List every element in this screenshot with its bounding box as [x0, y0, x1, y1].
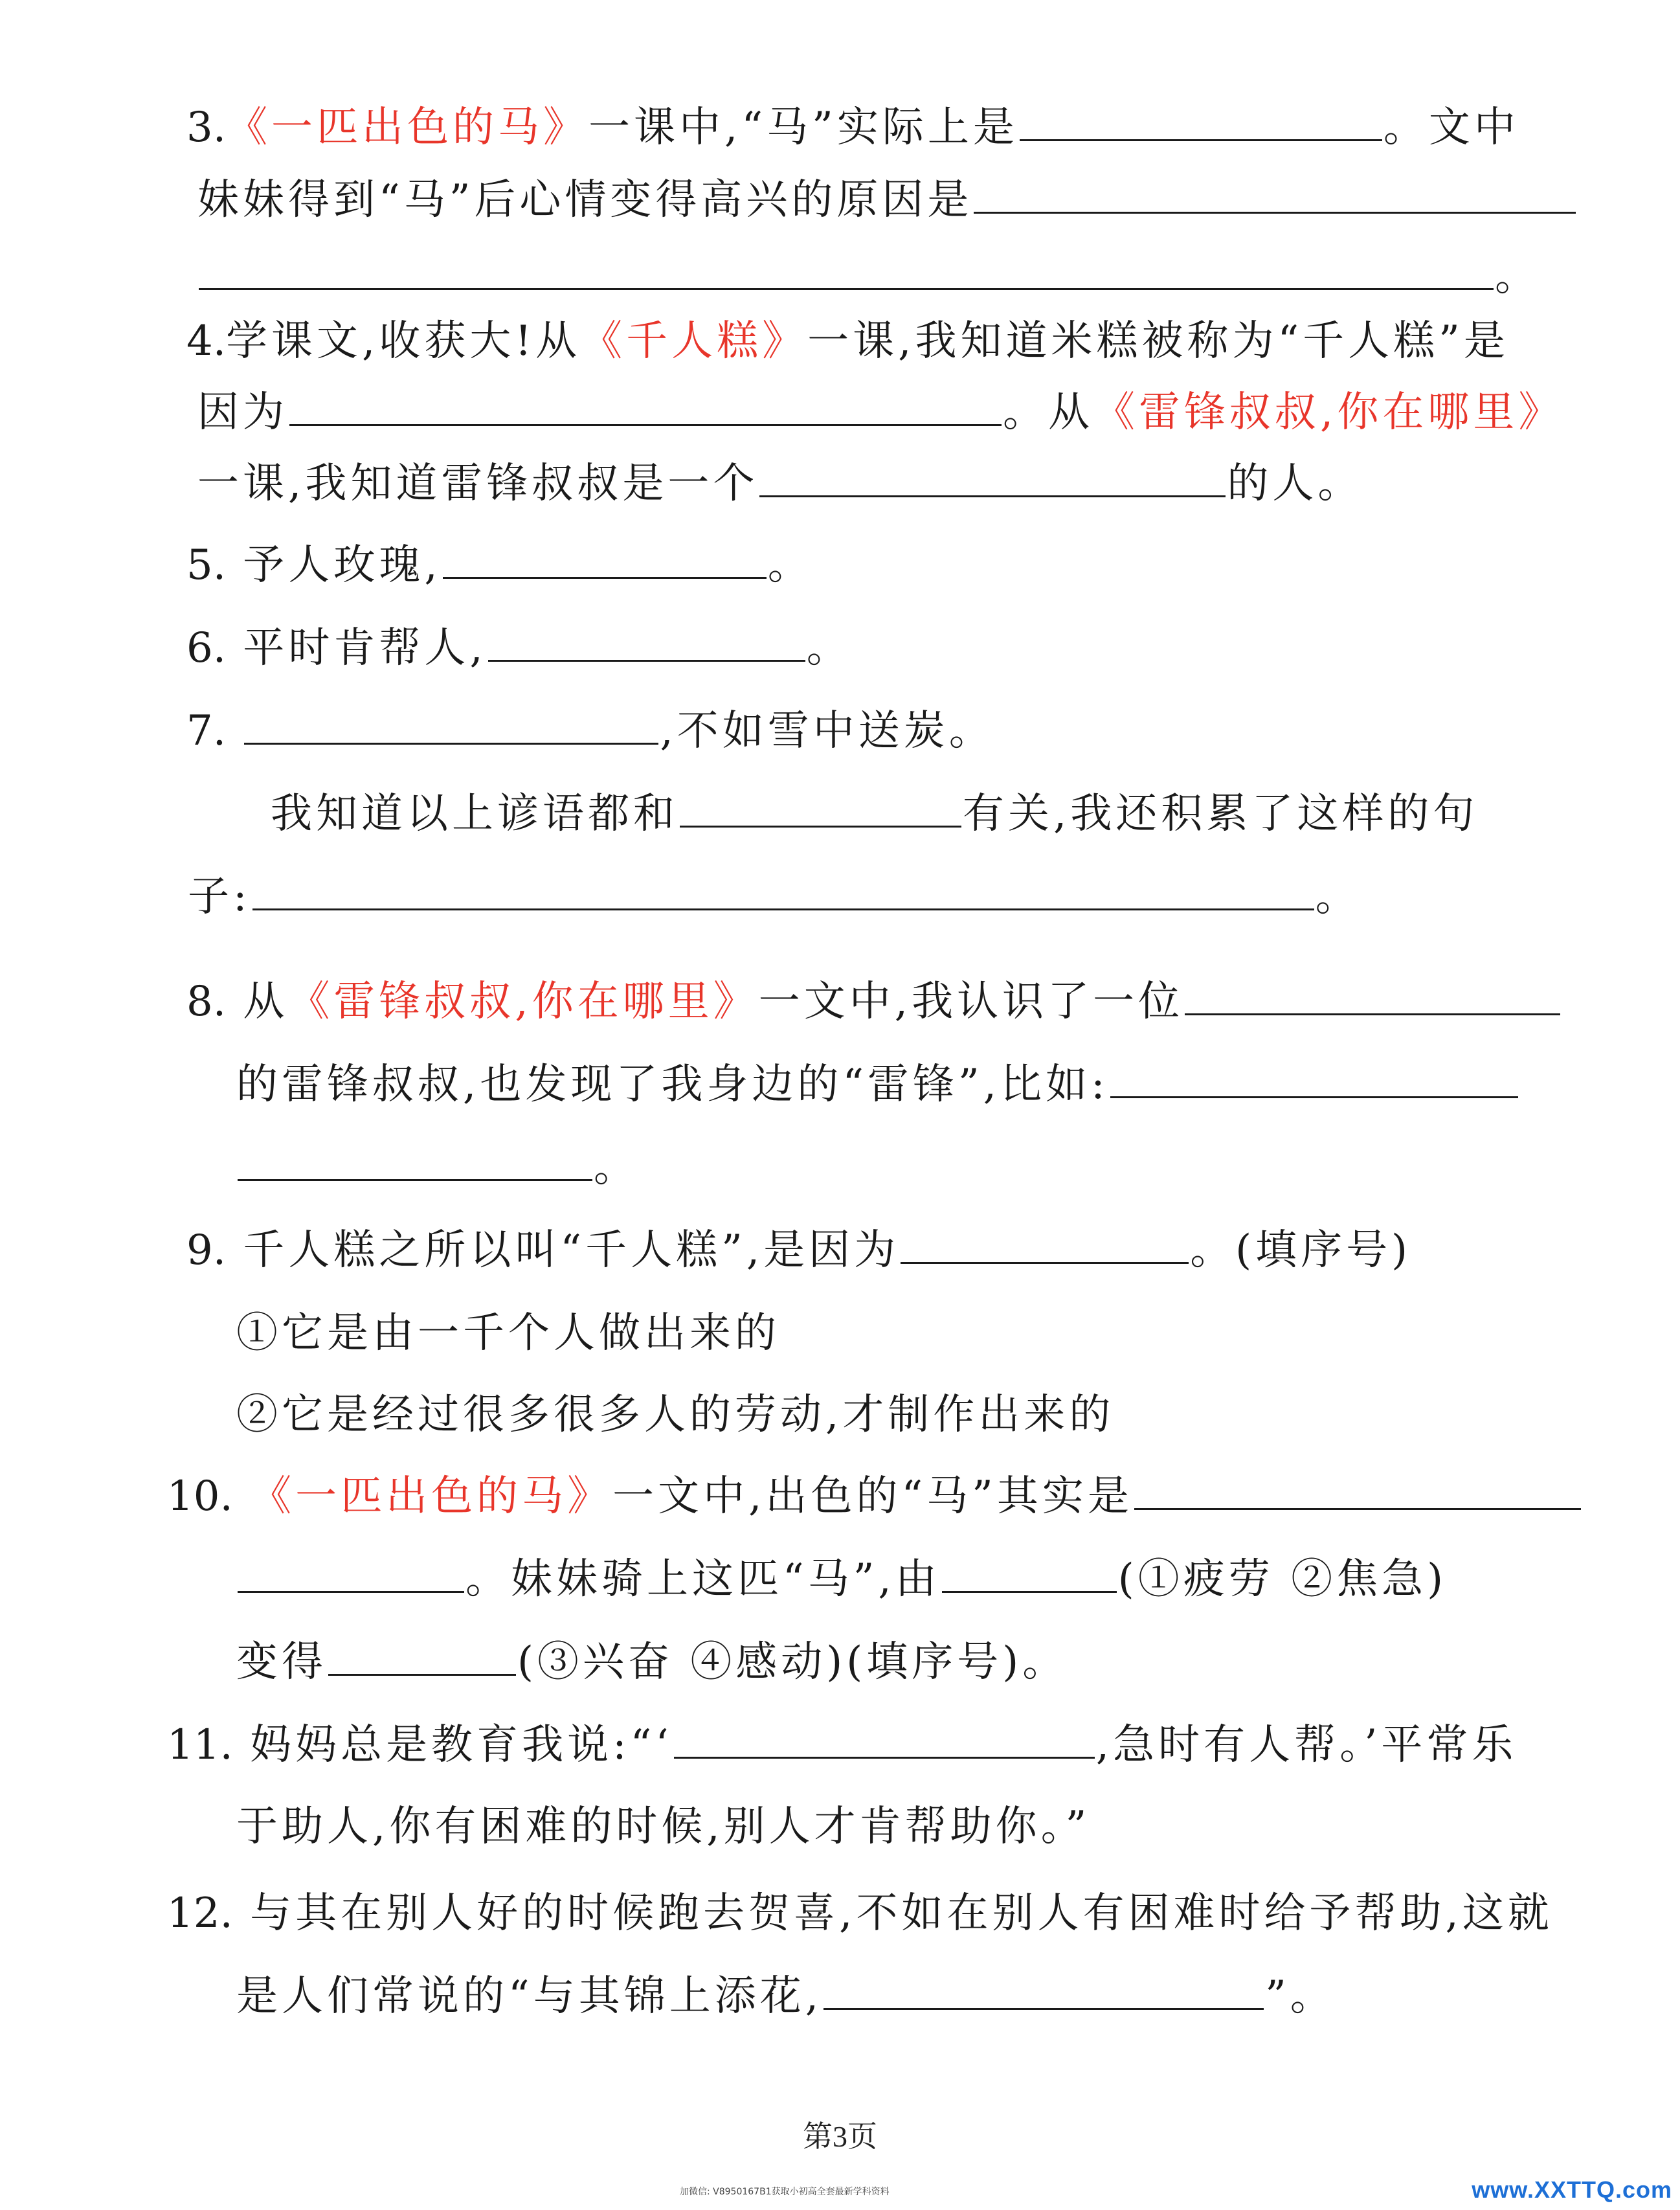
q10-line2: 。妹妹骑上这匹“马”,由 (①疲劳 ②焦急) [236, 1550, 1447, 1608]
q6-line: 6. 平时肯帮人, 。 [186, 619, 852, 677]
q9-option-2: ②它是经过很多很多人的劳动,才制作出来的 [236, 1391, 1115, 1439]
q11-number: 11. [167, 1721, 233, 1769]
q12-line1: 12. 与其在别人好的时候跑去贺喜,不如在别人有困难时给予帮助,这就 [167, 1889, 1553, 1937]
watermark: www.XXTTQ.com [1472, 2176, 1672, 2203]
small-note: 加微信: V8950167B1获取小初高全套最新学科资料 [680, 2187, 890, 2197]
q4-line3: 一课,我知道雷锋叔叔是一个 的人。 [197, 455, 1363, 513]
q12-number: 12. [167, 1889, 233, 1937]
q10-blank-3[interactable] [942, 1553, 1117, 1593]
q7-number: 7. [186, 707, 227, 755]
q7-line3: 子: 。 [188, 868, 1361, 926]
q3-title: 《一匹出色的马》 [226, 104, 589, 152]
q9-number: 9. [186, 1226, 227, 1274]
q4-title-1: 《千人糕》 [581, 317, 808, 365]
q10-blank-2[interactable] [238, 1553, 464, 1593]
q4-blank-2[interactable] [759, 458, 1226, 497]
q10-line3: 变得 (③兴奋 ④感动)(填序号)。 [236, 1633, 1068, 1691]
q9-option-1: ①它是由一千个人做出来的 [236, 1309, 780, 1357]
q4-line1: 4.学课文,收获大!从《千人糕》一课,我知道米糕被称为“千人糕”是 [186, 317, 1509, 365]
q12-blank[interactable] [823, 1970, 1264, 2010]
q6-blank[interactable] [488, 622, 805, 662]
q6-number: 6. [186, 624, 227, 672]
q8-title: 《雷锋叔叔,你在哪里》 [288, 978, 759, 1026]
q8-blank-2[interactable] [1110, 1059, 1518, 1098]
q10-blank-4[interactable] [328, 1636, 516, 1676]
q4-line2: 因为 。从《雷锋叔叔,你在哪里》 [197, 383, 1563, 442]
q8-number: 8. [186, 978, 227, 1026]
q3-blank-1[interactable] [1020, 102, 1382, 141]
q3-line3: 。 [197, 247, 1540, 306]
q8-line2: 的雷锋叔叔,也发现了我身边的“雷锋”,比如: [236, 1055, 1519, 1114]
q5-blank[interactable] [443, 539, 767, 579]
q11-line2: 于助人,你有困难的时候,别人才肯帮助你。” [236, 1803, 1091, 1851]
q7-blank-1[interactable] [244, 705, 658, 745]
q7-line2: 我知道以上谚语都和 有关,我还积累了这样的句 [271, 785, 1478, 843]
q4-blank-1[interactable] [289, 387, 1002, 426]
q11-blank[interactable] [674, 1719, 1095, 1759]
q10-number: 10. [167, 1472, 233, 1520]
q8-blank-3[interactable] [238, 1142, 592, 1181]
q4-title-2: 《雷锋叔叔,你在哪里》 [1093, 389, 1564, 436]
q9-line1: 9. 千人糕之所以叫“千人糕”,是因为 。(填序号) [186, 1221, 1411, 1280]
q10-title: 《一匹出色的马》 [250, 1472, 613, 1520]
q3-line2: 妹妹得到“马”后心情变得高兴的原因是 [197, 171, 1577, 229]
q5-number: 5. [186, 541, 227, 589]
q7-blank-3[interactable] [252, 871, 1314, 910]
q8-line1: 8. 从《雷锋叔叔,你在哪里》一文中,我认识了一位 [186, 973, 1562, 1031]
q12-line2: 是人们常说的“与其锦上添花, ”。 [236, 1967, 1336, 2025]
q3-line1: 3.《一匹出色的马》一课中,“马”实际上是 。文中 [186, 98, 1519, 157]
q3-blank-2[interactable] [974, 174, 1576, 214]
q5-line: 5. 予人玫瑰, 。 [186, 536, 813, 594]
q4-number: 4. [186, 317, 227, 365]
q7-blank-2[interactable] [680, 788, 961, 828]
page-number: 第3页 [803, 2120, 877, 2153]
q7-line1: 7. ,不如雪中送炭。 [186, 702, 994, 760]
q10-blank-1[interactable] [1134, 1471, 1581, 1510]
q8-line3: 。 [236, 1138, 639, 1197]
q3-number: 3. [186, 104, 227, 152]
q9-blank[interactable] [901, 1224, 1189, 1264]
q8-blank-1[interactable] [1185, 976, 1560, 1015]
q3-blank-3[interactable] [199, 251, 1494, 290]
q10-line1: 10. 《一匹出色的马》一文中,出色的“马”其实是 [167, 1467, 1582, 1526]
q11-line1: 11. 妈妈总是教育我说:“‘ ,急时有人帮。’平常乐 [167, 1716, 1517, 1774]
